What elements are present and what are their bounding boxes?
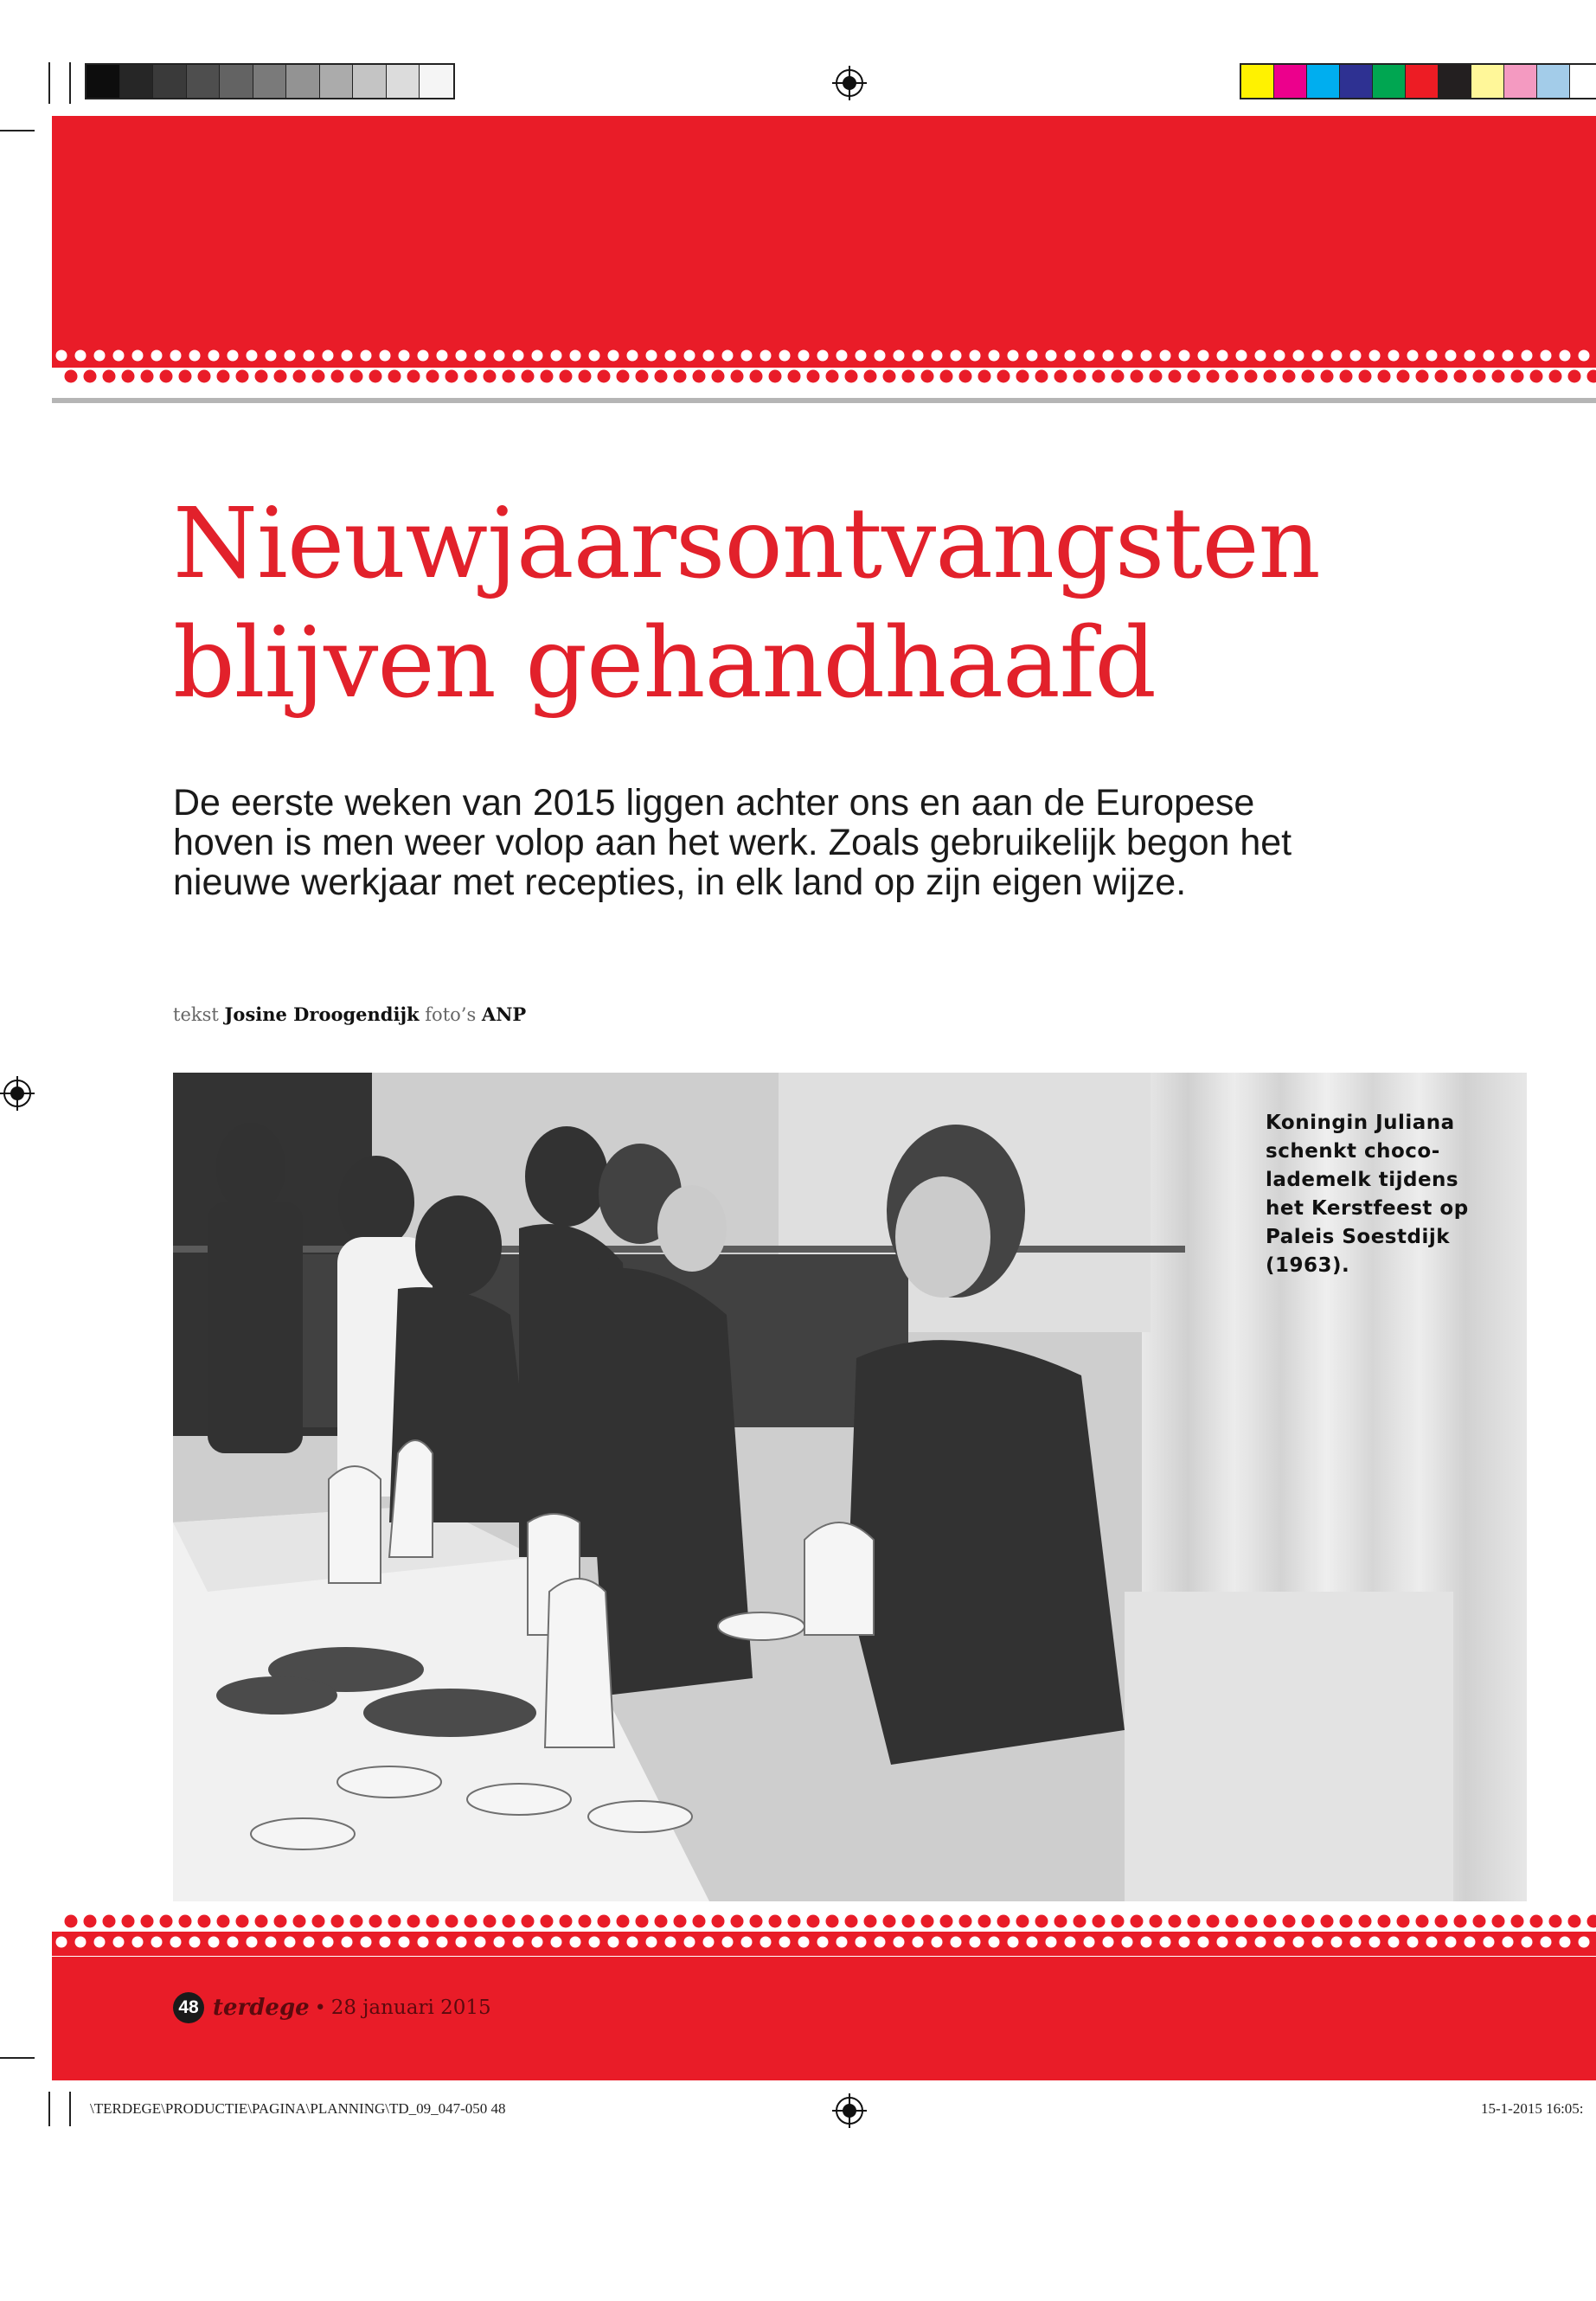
page-footer <box>173 1992 491 2023</box>
color-swatch <box>1439 65 1471 98</box>
headline-line-1: Nieuwjaarsontvangsten <box>173 488 1320 600</box>
crop-mark <box>0 130 35 131</box>
footer-dot-border <box>52 1907 1596 1956</box>
headline <box>173 484 1320 723</box>
photo-caption: Koningin Juliana schenkt choco-lademelk tijdens het Kerstfeest op Paleis Soestdijk (1963). <box>1266 1112 1469 1277</box>
header-dot-border <box>52 343 1596 392</box>
byline-text-label: tekst <box>173 1004 219 1025</box>
header-grey-rule <box>52 398 1596 403</box>
color-swatch <box>1373 65 1406 98</box>
crop-mark <box>69 2092 71 2126</box>
issue-date: 28 januari 2015 <box>330 1997 491 2019</box>
byline-photo-label: foto’s <box>425 1004 477 1025</box>
color-swatch <box>153 65 187 98</box>
color-swatch <box>1504 65 1537 98</box>
color-swatch <box>87 65 120 98</box>
print-slug-timestamp: 15-1-2015 16:05: <box>1481 2100 1584 2117</box>
headline-line-2: blijven gehandhaafd <box>173 607 1156 720</box>
color-swatch <box>1570 65 1596 98</box>
color-swatch <box>1307 65 1340 98</box>
color-swatch <box>1471 65 1504 98</box>
color-swatch <box>187 65 221 98</box>
registration-mark-icon <box>832 2093 867 2128</box>
crop-mark <box>48 62 50 104</box>
footer-bullet: • <box>314 1997 326 2019</box>
print-slug-path: \TERDEGE\PRODUCTIE\PAGINA\PLANNING\TD_09_047-050 48 <box>90 2100 506 2117</box>
crop-mark <box>48 2092 50 2126</box>
color-swatch <box>220 65 253 98</box>
crop-mark <box>0 2057 35 2059</box>
color-swatch <box>320 65 354 98</box>
color-swatch <box>387 65 420 98</box>
header-red-band <box>52 116 1596 347</box>
color-swatch <box>420 65 453 98</box>
registration-mark-icon <box>0 1076 35 1111</box>
color-swatch <box>253 65 287 98</box>
grey-color-bar <box>85 63 455 99</box>
lead-paragraph: De eerste weken van 2015 liggen achter ons en aan de Europese hoven is men weer volop aan het werk. Zoals gebruikelijk begon het nieuwe werkjaar met recepties, in elk land op zijn eigen wijze. <box>173 782 1292 903</box>
color-swatch <box>1340 65 1373 98</box>
magazine-logo: terdege <box>213 1995 310 2021</box>
color-swatch <box>1537 65 1570 98</box>
process-color-bar <box>1240 63 1596 99</box>
byline-photo-agency: ANP <box>481 1003 527 1025</box>
registration-mark-icon <box>832 66 867 100</box>
page-number: 48 <box>173 1992 204 2023</box>
color-swatch <box>1406 65 1439 98</box>
color-swatch <box>1274 65 1307 98</box>
crop-mark <box>69 62 71 104</box>
color-swatch <box>286 65 320 98</box>
color-swatch <box>353 65 387 98</box>
byline-author: Josine Droogendijk <box>224 1003 420 1025</box>
color-swatch <box>120 65 154 98</box>
byline <box>173 1003 526 1025</box>
color-swatch <box>1241 65 1274 98</box>
